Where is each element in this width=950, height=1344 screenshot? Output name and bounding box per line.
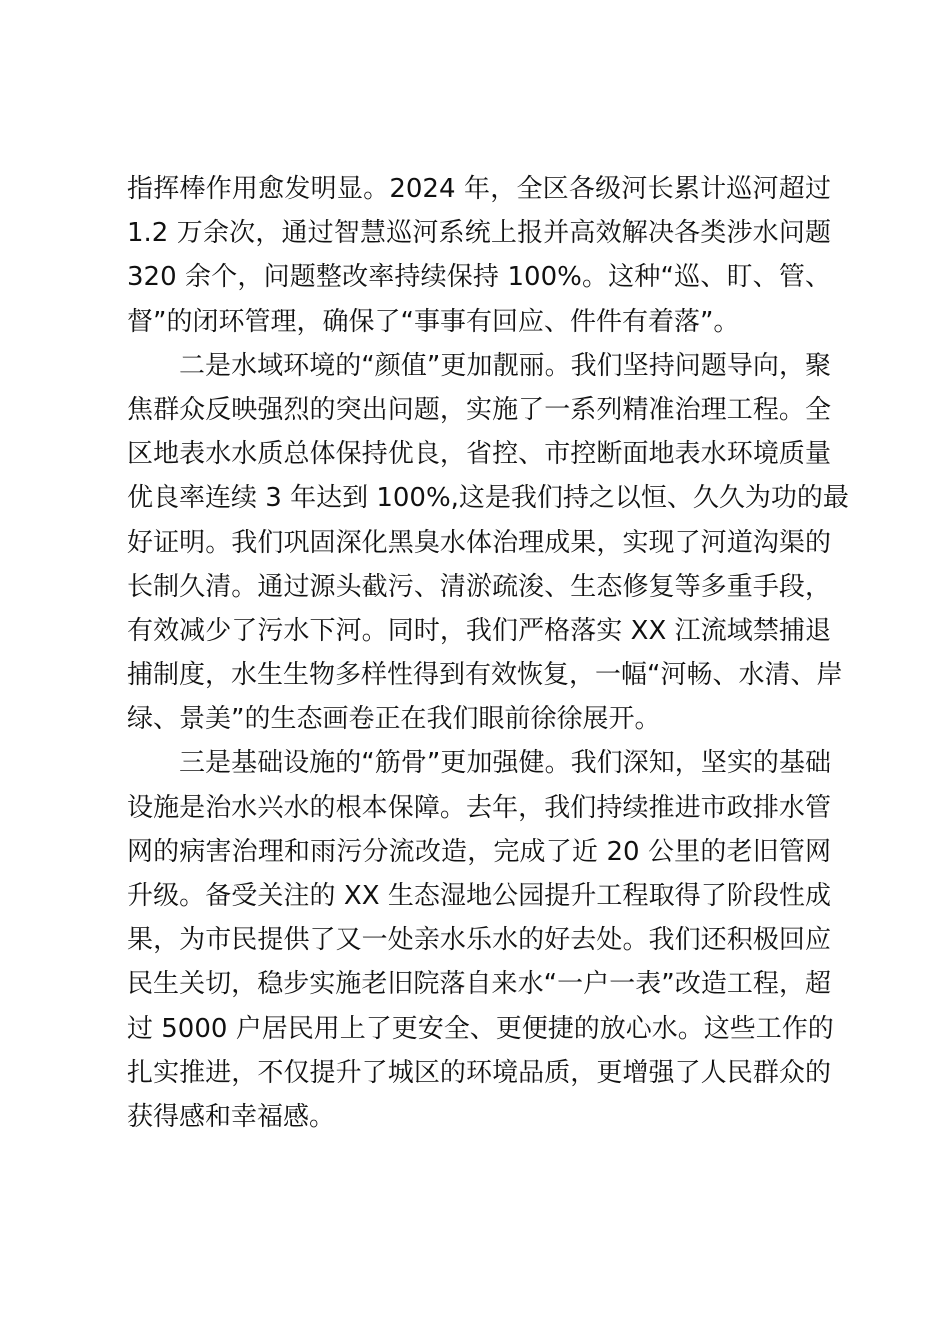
text-line: 网的病害治理和雨污分流改造，完成了近 20 公里的老旧管网 bbox=[127, 836, 831, 867]
text-line: 绿、景美”的生态画卷正在我们眼前徐徐展开。 bbox=[127, 704, 661, 735]
text-line: 优良率连续 3 年达到 100%,这是我们持之以恒、久久为功的最 bbox=[127, 483, 849, 514]
text-line: 有效减少了污水下河。同时，我们严格落实 XX 江流域禁捕退 bbox=[127, 615, 831, 646]
document-body bbox=[127, 167, 849, 1139]
text-line: 320 余个，问题整改率持续保持 100%。这种“巡、盯、管、 bbox=[127, 262, 831, 293]
text-line: 三是基础设施的“筋骨”更加强健。我们深知，坚实的基础 bbox=[179, 748, 831, 779]
text-line: 设施是治水兴水的根本保障。去年，我们持续推进市政排水管 bbox=[127, 792, 831, 823]
paragraph bbox=[127, 167, 831, 344]
text-line: 焦群众反映强烈的突出问题，实施了一系列精准治理工程。全 bbox=[127, 394, 831, 425]
text-line: 区地表水水质总体保持优良，省控、市控断面地表水环境质量 bbox=[127, 439, 831, 470]
text-line: 果，为市民提供了又一处亲水乐水的好去处。我们还积极回应 bbox=[127, 925, 831, 956]
text-line: 二是水域环境的“颜值”更加靓丽。我们坚持问题导向，聚 bbox=[179, 350, 831, 381]
text-line: 民生关切，稳步实施老旧院落自来水“一户一表”改造工程，超 bbox=[127, 969, 831, 1000]
text-line: 过 5000 户居民用上了更安全、更便捷的放心水。这些工作的 bbox=[127, 1013, 834, 1044]
text-line: 捕制度，水生生物多样性得到有效恢复，一幅“河畅、水清、岸 bbox=[127, 660, 843, 691]
text-line: 获得感和幸福感。 bbox=[127, 1101, 336, 1132]
text-line: 督”的闭环管理，确保了“事事有回应、件件有着落”。 bbox=[127, 306, 740, 337]
text-line: 长制久清。通过源头截污、清淤疏浚、生态修复等多重手段， bbox=[127, 571, 831, 602]
text-line: 升级。备受关注的 XX 生态湿地公园提升工程取得了阶段性成 bbox=[127, 881, 831, 911]
text-line: 好证明。我们巩固深化黑臭水体治理成果，实现了河道沟渠的 bbox=[127, 527, 831, 558]
text-line: 指挥棒作用愈发明显。2024 年，全区各级河长累计巡河超过 bbox=[127, 174, 831, 204]
paragraph bbox=[127, 741, 834, 1139]
text-line: 扎实推进，不仅提升了城区的环境品质，更增强了人民群众的 bbox=[127, 1057, 831, 1088]
paragraph bbox=[127, 344, 849, 742]
text-line: 1.2 万余次，通过智慧巡河系统上报并高效解决各类涉水问题 bbox=[127, 218, 831, 249]
